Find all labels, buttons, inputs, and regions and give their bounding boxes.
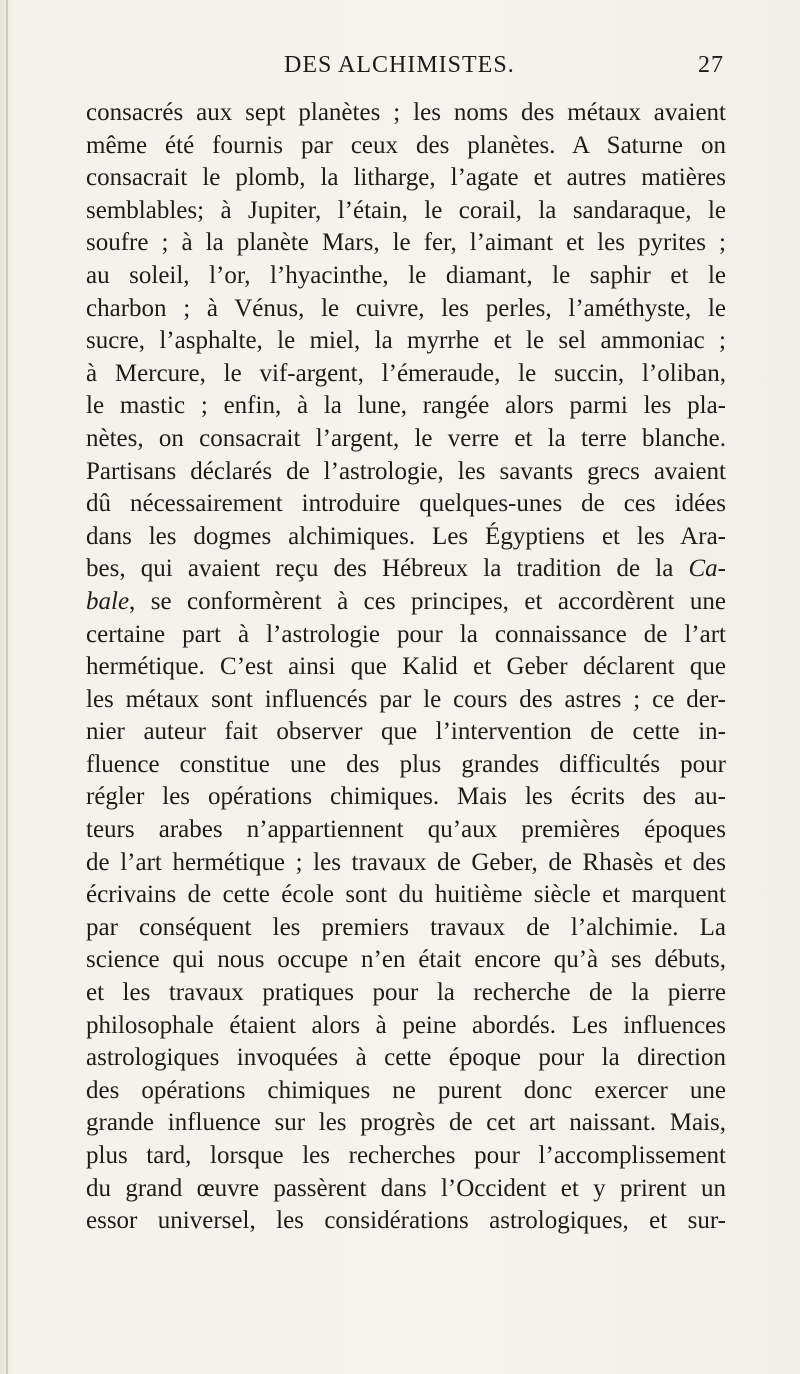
text-line: régler les opérations chimiques. Mais les écrits des au-	[86, 783, 726, 811]
text-line: essor universel, les considérations astrologiques, et sur-	[86, 1207, 726, 1235]
text-line: dans les dogmes alchimiques. Les Égyptiens et les Ara-	[86, 522, 726, 550]
text-line: dû nécessairement introduire quelques-unes de ces idées	[86, 490, 726, 518]
text-line: consacrés aux sept planètes ; les noms des métaux avaient	[86, 99, 726, 126]
text-line: certaine part à l’astrologie pour la connaissance de l’art	[86, 620, 726, 648]
text-line: hermétique. C’est ainsi que Kalid et Geber déclarent que	[86, 653, 726, 681]
text-line: sucre, l’asphalte, le miel, la myrrhe et le sel ammoniac ;	[86, 327, 726, 355]
text-line: philosophale étaient alors à peine abordés. Les influences	[86, 1011, 726, 1039]
text-line: soufre ; à la planète Mars, le fer, l’aimant et les pyrites ;	[86, 229, 726, 257]
body-text	[86, 97, 726, 1238]
text-line: du grand œuvre passèrent dans l’Occident et y prirent un	[86, 1174, 726, 1202]
text-line: des opérations chimiques ne purent donc exercer une	[86, 1076, 726, 1104]
running-title: DES ALCHIMISTES.	[284, 52, 515, 78]
text-line: bes, qui avaient reçu des Hébreux la tradition de la Ca-	[86, 555, 726, 583]
text-line: semblables; à Jupiter, l’étain, le corail, la sandaraque, le	[86, 196, 726, 224]
text-line: charbon ; à Vénus, le cuivre, les perles, l’améthyste, le	[86, 294, 726, 322]
text-line: le mastic ; enfin, à la lune, rangée alors parmi les pla-	[86, 392, 726, 420]
text-line: fluence constitue une des plus grandes difficultés pour	[86, 750, 726, 778]
text-line: à Mercure, le vif-argent, l’émeraude, le succin, l’oliban,	[86, 359, 726, 387]
text-line: et les travaux pratiques pour la recherche de la pierre	[86, 979, 726, 1007]
text-line: de l’art hermétique ; les travaux de Geber, de Rhasès et des	[86, 848, 726, 876]
page-header	[86, 52, 724, 86]
page-number: 27	[698, 52, 724, 78]
text-line: teurs arabes n’appartiennent qu’aux premières époques	[86, 816, 726, 844]
text-line: même été fournis par ceux des planètes. A Saturne on	[86, 131, 726, 159]
italic-term: bale	[86, 587, 130, 615]
text-line: par conséquent les premiers travaux de l’alchimie. La	[86, 913, 726, 941]
text-line: nier auteur fait observer que l’intervention de cette in-	[86, 718, 726, 746]
text-line: plus tard, lorsque les recherches pour l’accomplissement	[86, 1142, 726, 1169]
text-line: bale, se conformèrent à ces principes, et accordèrent une	[86, 587, 726, 615]
italic-term: Ca-	[688, 555, 726, 583]
text-line: Partisans déclarés de l’astrologie, les savants grecs avaient	[86, 457, 726, 485]
text-line: grande influence sur les progrès de cet art naissant. Mais,	[86, 1109, 726, 1137]
page-binding-edge	[6, 0, 8, 1374]
text-line: consacrait le plomb, la litharge, l’agate et autres matières	[86, 164, 726, 192]
text-line: écrivains de cette école sont du huitième siècle et marquent	[86, 881, 726, 909]
text-line: nètes, on consacrait l’argent, le verre et la terre blanche.	[86, 424, 726, 452]
text-line: astrologiques invoquées à cette époque pour la direction	[86, 1044, 726, 1072]
text-line: les métaux sont influencés par le cours des astres ; ce der-	[86, 685, 726, 713]
text-line: au soleil, l’or, l’hyacinthe, le diamant, le saphir et le	[86, 261, 726, 289]
text-line: science qui nous occupe n’en était encore qu’à ses débuts,	[86, 946, 726, 974]
